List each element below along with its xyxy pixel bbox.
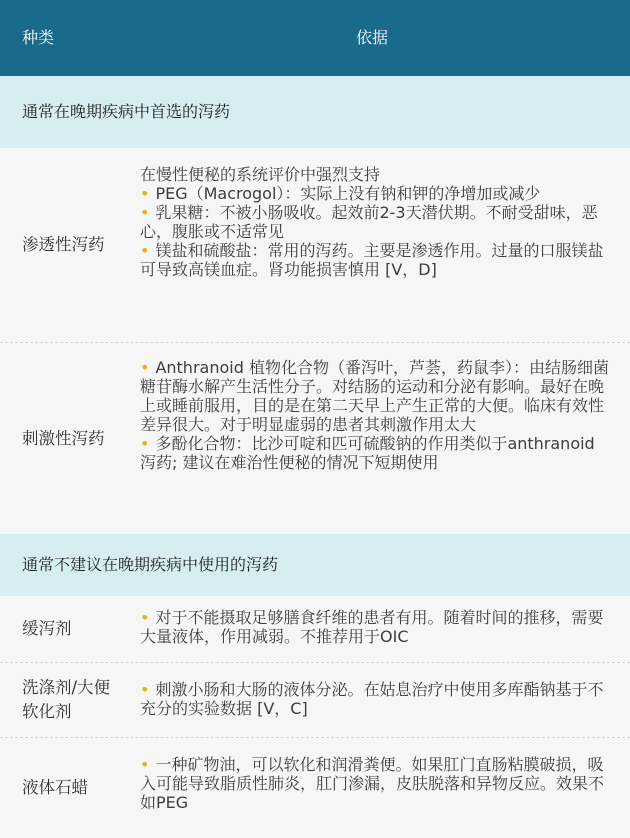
bullet-icon: •: [140, 358, 150, 377]
list-item: • PEG（Macrogol）：实际上没有钠和钾的净增加或减少: [140, 184, 541, 203]
table-row: [0, 148, 630, 342]
bullet-icon: •: [140, 203, 150, 222]
row-basis: [140, 608, 610, 646]
table-row: [0, 343, 630, 534]
list-item: • 多酚化合物：比沙可啶和匹可硫酸钠的作用类似于anthranoid 泻药; 建议在难治性便秘的情况下短期使用: [140, 434, 595, 472]
list-item: • 一种矿物油，可以软化和润滑粪便。如果肛门直肠粘膜破损，吸入可能导致脂质性肺炎，肛门渗漏，皮肤脱落和异物反应。效果不如PEG: [140, 755, 605, 812]
row-category: 液体石蜡: [22, 778, 88, 797]
table-row: [0, 738, 630, 838]
list-item: • Anthranoid 植物化合物（番泻叶，芦荟，药鼠李）：由结肠细菌糖苷酶水解产生活性分子。对结肠的运动和分泌有影响。最好在晚上或睡前服用，目的是在第二天早上产生正常的大便。临床有效性差异很大。对于明显虚弱的患者其刺激作用太大: [140, 358, 609, 434]
list-item: • 对于不能摄取足够膳食纤维的患者有用。随着时间的推移，需要大量液体，作用减弱。不推荐用于OIC: [140, 608, 604, 646]
table-row: [0, 596, 630, 662]
list-item: • 乳果糖：不被小肠吸收。起效前2-3天潜伏期。不耐受甜味，恶心，腹胀或不适常见: [140, 203, 598, 241]
bullet-icon: •: [140, 680, 150, 699]
bullet-icon: •: [140, 184, 150, 203]
list-item: • 镁盐和硫酸盐：常用的泻药。主要是渗透作用。过量的口服镁盐可导致高镁血症。肾功能损害慎用 [V，D]: [140, 241, 604, 279]
header-col-basis: 依据: [356, 28, 389, 47]
section-header-preferred: 通常在晚期疾病中首选的泻药: [0, 76, 630, 148]
row-category: 渗透性泻药: [22, 235, 105, 254]
bullet-icon: •: [140, 241, 150, 260]
row-basis: [140, 755, 610, 812]
row-category: 缓泻剂: [22, 619, 72, 638]
row-category: 洗涤剂/大便软化剂: [22, 678, 111, 721]
row-basis: [140, 358, 610, 472]
table-row: [0, 663, 630, 737]
row-category: 刺激性泻药: [22, 428, 105, 448]
bullet-icon: •: [140, 755, 150, 774]
section-header-not-recommended: 通常不建议在晚期疾病中使用的泻药: [0, 534, 630, 596]
bullet-icon: •: [140, 608, 150, 627]
header-col-category: 种类: [22, 28, 55, 47]
row-basis: [140, 165, 610, 279]
row-intro: 在慢性便秘的系统评价中强烈支持: [140, 165, 381, 184]
list-item: • 刺激小肠和大肠的液体分泌。在姑息治疗中使用多库酯钠基于不充分的实验数据 [V，C]: [140, 680, 604, 718]
table-header: [0, 0, 630, 76]
row-basis: [140, 680, 610, 718]
bullet-icon: •: [140, 434, 150, 453]
